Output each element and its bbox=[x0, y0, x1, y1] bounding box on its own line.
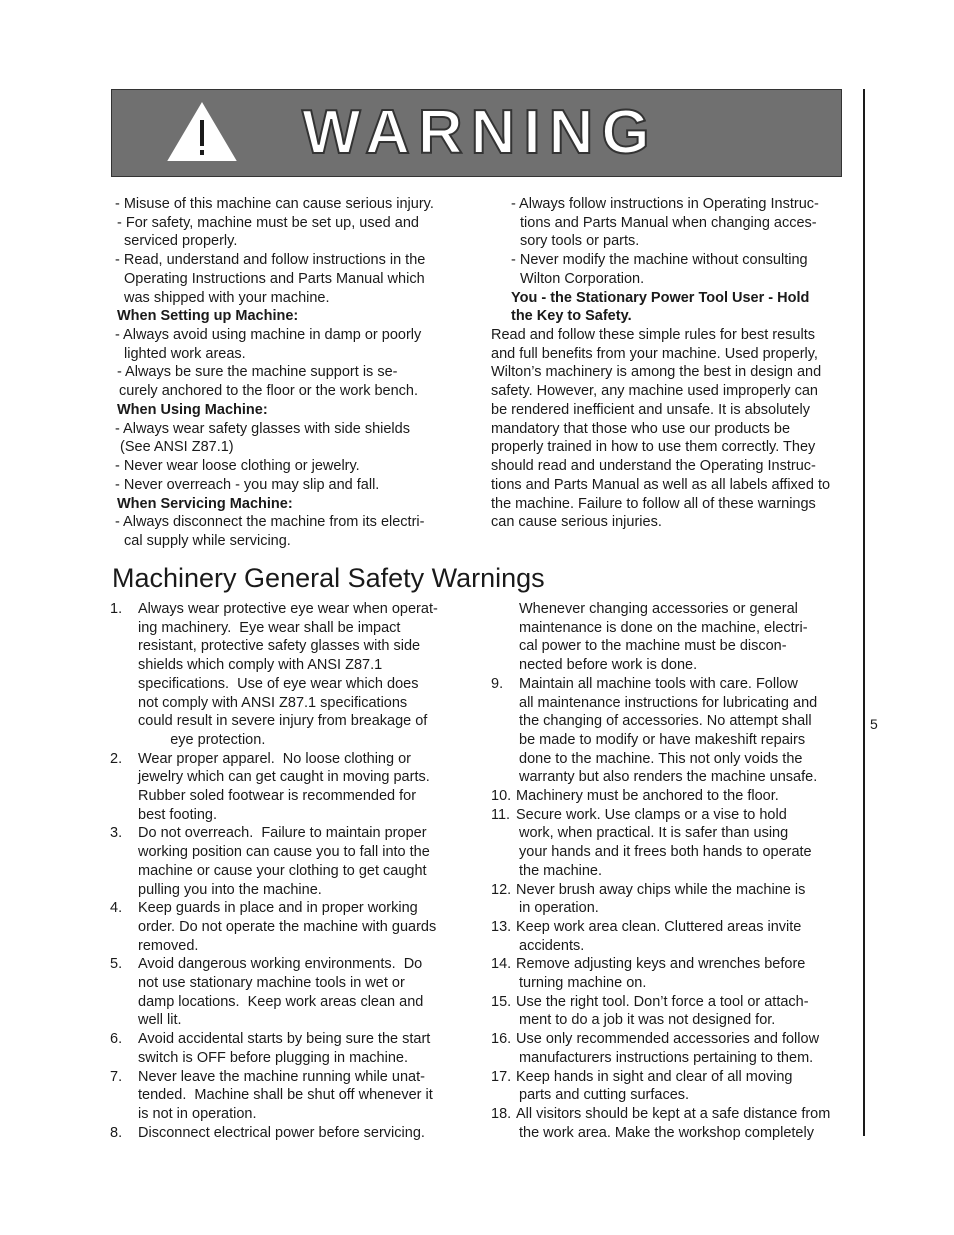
list-item-line bbox=[110, 993, 438, 1012]
list-item-text: in operation. bbox=[519, 900, 599, 917]
list-item-text: Never leave the machine running while unat- bbox=[138, 1068, 425, 1085]
section-heading: Machinery General Safety Warnings bbox=[112, 563, 545, 593]
list-item-line bbox=[491, 1105, 830, 1124]
list-item-text: your hands and it frees both hands to operate bbox=[519, 844, 812, 861]
list-item-line bbox=[491, 637, 830, 656]
list-item-line bbox=[110, 843, 438, 862]
list-item-line bbox=[491, 843, 830, 862]
list-item-line bbox=[110, 918, 438, 937]
text-line: can cause serious injuries. bbox=[491, 514, 662, 531]
list-item-line bbox=[491, 881, 830, 900]
list-item-text: Remove adjusting keys and wrenches before bbox=[516, 956, 806, 973]
list-item-line bbox=[491, 656, 830, 675]
list-item-text: be made to modify or have makeshift repairs bbox=[519, 731, 806, 748]
list-item-number: 12. bbox=[491, 881, 512, 898]
text-line: tions and Parts Manual as well as all labels affixed to bbox=[491, 476, 831, 493]
list-item-text: All visitors should be kept at a safe distance from bbox=[516, 1105, 831, 1122]
list-item-line bbox=[110, 1030, 438, 1049]
list-item-line bbox=[110, 787, 438, 806]
list-item-number: 17. bbox=[491, 1068, 512, 1085]
text-line: was shipped with your machine. bbox=[124, 289, 330, 306]
list-item-text: ing machinery. Eye wear shall be impact bbox=[138, 619, 401, 636]
list-item-text: all maintenance instructions for lubricating and bbox=[519, 694, 818, 711]
list-item-text: Maintain all machine tools with care. Follow bbox=[519, 675, 798, 692]
list-item-text: parts and cutting surfaces. bbox=[519, 1087, 690, 1104]
text-line: be rendered inefficient and unsafe. It is absolutely bbox=[491, 401, 810, 418]
list-item-text: switch is OFF before plugging in machine. bbox=[138, 1049, 408, 1066]
list-item-text: Always wear protective eye wear when operat- bbox=[138, 601, 438, 617]
list-item-line bbox=[491, 974, 830, 993]
list-item-line bbox=[110, 1086, 438, 1105]
list-item-text: shields which comply with ANSI Z87.1 bbox=[138, 657, 383, 674]
margin-rule bbox=[863, 89, 865, 1136]
list-item-text: jewelry which can get caught in moving parts. bbox=[138, 769, 430, 786]
list-item-text: Machinery must be anchored to the floor. bbox=[516, 788, 779, 805]
list-item-text: well lit. bbox=[138, 1012, 182, 1029]
list-item-line bbox=[110, 1049, 438, 1068]
list-item-line bbox=[491, 937, 830, 956]
list-item-line bbox=[491, 619, 830, 638]
list-item-line bbox=[110, 731, 438, 750]
text-line: properly trained in how to use them correctly. They bbox=[491, 439, 816, 456]
list-item-line bbox=[110, 694, 438, 713]
text-line: - Always avoid using machine in damp or poorly bbox=[115, 327, 422, 344]
list-item-text: not comply with ANSI Z87.1 specifications bbox=[138, 694, 408, 711]
list-item-line bbox=[110, 937, 438, 956]
list-item-text: resistant, protective safety glasses with side bbox=[138, 638, 421, 655]
list-item-number: 16. bbox=[491, 1031, 512, 1048]
text-line: - Read, understand and follow instructions in the bbox=[115, 252, 426, 269]
text-line: - Never modify the machine without consulting bbox=[511, 252, 808, 269]
text-line: Operating Instructions and Parts Manual which bbox=[124, 270, 425, 287]
list-item-text: Wear proper apparel. No loose clothing or bbox=[138, 750, 411, 767]
text-line: Wilton’s machinery is among the best in design and bbox=[491, 364, 822, 381]
list-item-line bbox=[491, 712, 830, 731]
list-item-text: Use only recommended accessories and follow bbox=[516, 1031, 820, 1048]
list-item-line bbox=[110, 1124, 438, 1143]
text-line: lighted work areas. bbox=[124, 345, 246, 362]
list-item-number: 7. bbox=[110, 1068, 123, 1085]
list-item-line bbox=[110, 768, 438, 787]
text-line: - Never wear loose clothing or jewelry. bbox=[115, 458, 360, 475]
list-item-text: Disconnect electrical power before servicing. bbox=[138, 1124, 425, 1141]
list-item-line bbox=[110, 955, 438, 974]
list-item-text: Keep work area clean. Cluttered areas invite bbox=[516, 918, 802, 935]
list-item-number: 11. bbox=[491, 806, 511, 823]
list-item-line bbox=[491, 1124, 830, 1143]
list-item-line bbox=[491, 806, 830, 825]
list-item-text: maintenance is done on the machine, electri- bbox=[519, 619, 808, 636]
list-item-text: best footing. bbox=[138, 806, 217, 823]
list-item-line bbox=[491, 600, 830, 619]
list-item-line bbox=[110, 806, 438, 825]
list-item-text: not use stationary machine tools in wet or bbox=[138, 975, 405, 992]
list-item-line bbox=[110, 1068, 438, 1087]
list-item-text: the changing of accessories. No attempt shall bbox=[519, 713, 812, 730]
list-item-number: 8. bbox=[110, 1124, 123, 1141]
list-item-line bbox=[491, 1011, 830, 1030]
text-line: (See ANSI Z87.1) bbox=[120, 439, 234, 456]
list-item-text: is not in operation. bbox=[138, 1105, 257, 1122]
safety-list-left bbox=[110, 600, 438, 1142]
list-item-number: 5. bbox=[110, 956, 123, 973]
list-item-text: Keep hands in sight and clear of all moving bbox=[516, 1068, 793, 1085]
list-item-text: working position can cause you to fall into the bbox=[138, 844, 430, 861]
text-line: Wilton Corporation. bbox=[520, 270, 645, 287]
list-item-line bbox=[491, 787, 830, 806]
text-line: - Misuse of this machine can cause serious injury. bbox=[115, 196, 434, 212]
list-item-line bbox=[110, 1105, 438, 1124]
list-item-line bbox=[491, 955, 830, 974]
list-item-line bbox=[491, 824, 830, 843]
list-item-line bbox=[491, 768, 830, 787]
list-item-number: 6. bbox=[110, 1031, 123, 1048]
subheading-line: When Using Machine: bbox=[117, 401, 268, 418]
list-item-text: Whenever changing accessories or general bbox=[519, 601, 798, 617]
list-item-text: could result in severe injury from breakage of bbox=[138, 713, 428, 730]
subheading-line: the Key to Safety. bbox=[511, 308, 632, 325]
text-line: - Always disconnect the machine from its electri- bbox=[115, 514, 425, 531]
list-item-number: 10. bbox=[491, 788, 512, 805]
text-line: curely anchored to the floor or the work bench. bbox=[119, 383, 419, 400]
text-line: mandatory that those who use our products be bbox=[491, 420, 791, 437]
list-item-text: machine or cause your clothing to get caught bbox=[138, 862, 427, 879]
list-item-line bbox=[491, 1049, 830, 1068]
list-item-line bbox=[110, 862, 438, 881]
text-line: - For safety, machine must be set up, used and bbox=[117, 214, 419, 231]
safety-list-right bbox=[491, 600, 830, 1142]
list-item-text: ment to do a job it was not designed for. bbox=[519, 1012, 776, 1029]
list-item-number: 15. bbox=[491, 993, 512, 1010]
list-item-text: removed. bbox=[138, 937, 199, 954]
list-item-line bbox=[491, 750, 830, 769]
list-item-line bbox=[491, 731, 830, 750]
list-item-number: 1. bbox=[110, 601, 123, 617]
text-line: safety. However, any machine used improperly can bbox=[491, 383, 818, 400]
list-item-text: work, when practical. It is safer than using bbox=[519, 825, 789, 842]
list-item-line bbox=[491, 1086, 830, 1105]
list-item-line bbox=[110, 619, 438, 638]
list-item-line bbox=[491, 862, 830, 881]
list-item-line bbox=[110, 637, 438, 656]
list-item-line bbox=[491, 675, 830, 694]
text-line: and full benefits from your machine. Used properly, bbox=[491, 345, 818, 362]
subheading-line: You - the Stationary Power Tool User - Hold bbox=[511, 289, 810, 306]
list-item-line bbox=[491, 899, 830, 918]
list-item-line bbox=[491, 694, 830, 713]
list-item-text: turning machine on. bbox=[519, 975, 647, 992]
text-line: Read and follow these simple rules for best results bbox=[491, 327, 815, 344]
list-item-text: Secure work. Use clamps or a vise to hold bbox=[516, 806, 787, 823]
list-item-text: manufacturers instructions pertaining to them. bbox=[519, 1049, 814, 1066]
list-item-line bbox=[110, 656, 438, 675]
list-item-number: 14. bbox=[491, 956, 512, 973]
subheading-line: When Setting up Machine: bbox=[117, 308, 299, 325]
list-item-line bbox=[491, 1068, 830, 1087]
list-item-text: Rubber soled footwear is recommended for bbox=[138, 788, 417, 805]
list-item-line bbox=[110, 881, 438, 900]
list-item-line bbox=[110, 675, 438, 694]
warning-title: WARNING bbox=[302, 98, 658, 167]
page-number: 5 bbox=[870, 716, 878, 732]
list-item-line bbox=[110, 899, 438, 918]
text-line: - Always be sure the machine support is se- bbox=[117, 364, 398, 381]
list-item-text: tended. Machine shall be shut off whenever it bbox=[138, 1087, 433, 1104]
subheading-line: When Servicing Machine: bbox=[117, 495, 293, 512]
list-item-number: 3. bbox=[110, 825, 123, 842]
list-item-text: Avoid accidental starts by being sure the start bbox=[138, 1031, 431, 1048]
list-item-text: Never brush away chips while the machine is bbox=[516, 881, 806, 898]
list-item-text: eye protection. bbox=[138, 731, 266, 748]
text-line: tions and Parts Manual when changing acces- bbox=[520, 214, 817, 231]
list-item-text: warranty but also renders the machine unsafe. bbox=[519, 769, 818, 786]
list-item-number: 18. bbox=[491, 1105, 512, 1122]
list-item-number: 4. bbox=[110, 900, 123, 917]
list-item-text: accidents. bbox=[519, 937, 585, 954]
list-item-text: Use the right tool. Don’t force a tool or attach- bbox=[516, 993, 809, 1010]
list-item-line bbox=[110, 1011, 438, 1030]
list-item-text: Avoid dangerous working environments. Do bbox=[138, 956, 423, 973]
text-line: should read and understand the Operating Instruc- bbox=[491, 458, 816, 475]
text-line: sory tools or parts. bbox=[520, 233, 640, 250]
list-item-number: 9. bbox=[491, 675, 504, 692]
list-item-text: Do not overreach. Failure to maintain proper bbox=[138, 825, 427, 842]
list-item-line bbox=[110, 600, 438, 619]
list-item-line bbox=[491, 1030, 830, 1049]
list-item-text: done to the machine. This not only voids the bbox=[519, 750, 803, 767]
list-item-text: cal power to the machine must be discon- bbox=[519, 638, 787, 655]
list-item-line bbox=[110, 712, 438, 731]
list-item-text: nected before work is done. bbox=[519, 657, 698, 674]
text-line: - Always follow instructions in Operating Instruc- bbox=[511, 196, 819, 212]
list-item-line bbox=[110, 750, 438, 769]
list-item-line bbox=[110, 824, 438, 843]
list-item-number: 2. bbox=[110, 750, 123, 767]
list-item-number: 13. bbox=[491, 918, 512, 935]
warning-triangle-icon bbox=[167, 102, 237, 162]
list-item-text: order. Do not operate the machine with guards bbox=[138, 918, 437, 935]
list-item-text: the machine. bbox=[519, 862, 603, 879]
list-item-text: pulling you into the machine. bbox=[138, 881, 322, 898]
text-line: - Never overreach - you may slip and fall. bbox=[115, 476, 380, 493]
text-line: serviced properly. bbox=[124, 233, 238, 250]
list-item-text: specifications. Use of eye wear which does bbox=[138, 675, 419, 692]
list-item-text: damp locations. Keep work areas clean and bbox=[138, 993, 424, 1010]
list-item-line bbox=[110, 974, 438, 993]
text-line: cal supply while servicing. bbox=[124, 532, 291, 549]
list-item-text: the work area. Make the workshop completely bbox=[519, 1124, 814, 1141]
list-item-text: Keep guards in place and in proper working bbox=[138, 900, 418, 917]
warning-banner bbox=[111, 89, 842, 177]
list-item-line bbox=[491, 993, 830, 1012]
text-line: the machine. Failure to follow all of these warnings bbox=[491, 495, 816, 512]
list-item-line bbox=[491, 918, 830, 937]
text-line: - Always wear safety glasses with side shields bbox=[115, 420, 410, 437]
